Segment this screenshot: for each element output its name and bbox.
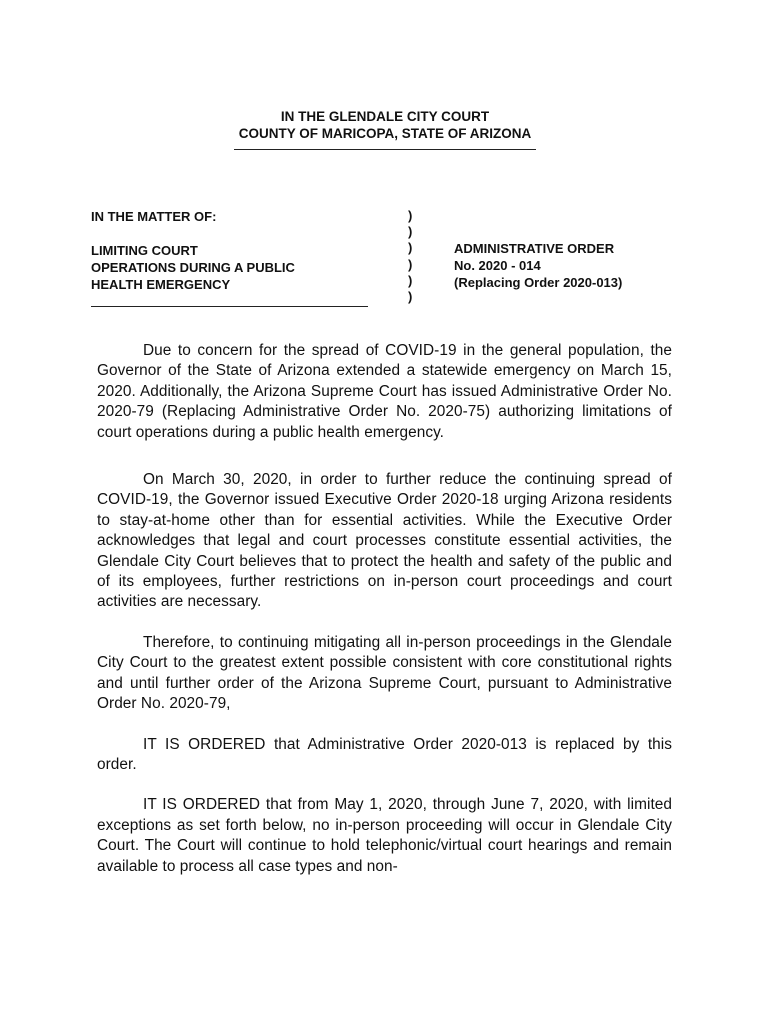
- order-replacing: (Replacing Order 2020-013): [454, 275, 623, 290]
- matter-label: IN THE MATTER OF:: [91, 209, 217, 224]
- order-number: No. 2020 - 014: [454, 258, 541, 273]
- order-title: ADMINISTRATIVE ORDER: [454, 241, 615, 256]
- paren-4: ): [408, 256, 413, 272]
- paren-2: ): [408, 224, 413, 240]
- case-caption-left: [91, 208, 381, 307]
- subject-line-3: HEALTH EMERGENCY: [91, 277, 231, 292]
- caption-divider: [408, 208, 412, 305]
- subject-line-2: OPERATIONS DURING A PUBLIC: [91, 260, 295, 275]
- paren-1: ): [408, 208, 413, 223]
- header-rule: [234, 149, 536, 150]
- paren-6: ): [408, 288, 413, 304]
- paragraph-1: Due to concern for the spread of COVID-19 in the general population, the Governor of the State of Arizona extended a statewide emergency on March 15, 2020. Additionally, the Arizona Supreme Court has issued Administrative Order No. 2020-79 (Replacing Administrative Order No. 2020-75) authorizing limitations of court operations during a public health emergency.: [97, 342, 672, 441]
- court-name: IN THE GLENDALE CITY COURT: [280, 109, 490, 124]
- caption-rule: [91, 306, 368, 307]
- court-county: COUNTY OF MARICOPA, STATE OF ARIZONA: [238, 126, 532, 141]
- subject-line-1: LIMITING COURT: [91, 243, 198, 258]
- order-body: [97, 341, 672, 877]
- paren-5: ): [408, 272, 413, 288]
- paragraph-3: Therefore, to continuing mitigating all in-person proceedings in the Glendale City Court to the greatest extent possible consistent with core constitutional rights and until further order of the Arizona Supreme Court, pursuant to Administrative Order No. 2020-79,: [97, 633, 672, 713]
- court-header: [0, 108, 770, 150]
- paren-3: ): [408, 240, 413, 256]
- paragraph-4: IT IS ORDERED that Administrative Order 2020-013 is replaced by this order.: [97, 735, 672, 773]
- paragraph-5: IT IS ORDERED that from May 1, 2020, through June 7, 2020, with limited exceptions as set forth below, no in-person proceeding will occur in Glendale City Court. The Court will continue to hold telephonic/virtual court hearings and remain available to process all case types and non-: [97, 796, 672, 875]
- order-caption: [454, 240, 622, 291]
- paragraph-2: On March 30, 2020, in order to further reduce the continuing spread of COVID-19, the Governor issued Executive Order 2020-18 urging Arizona residents to stay-at-home other than for essential activities. While the Executive Order acknowledges that legal and court processes constitute essential activities, the Glendale City Court believes that to protect the health and safety of the public and of its employees, further restrictions on in-person court proceedings and court activities are necessary.: [97, 471, 672, 611]
